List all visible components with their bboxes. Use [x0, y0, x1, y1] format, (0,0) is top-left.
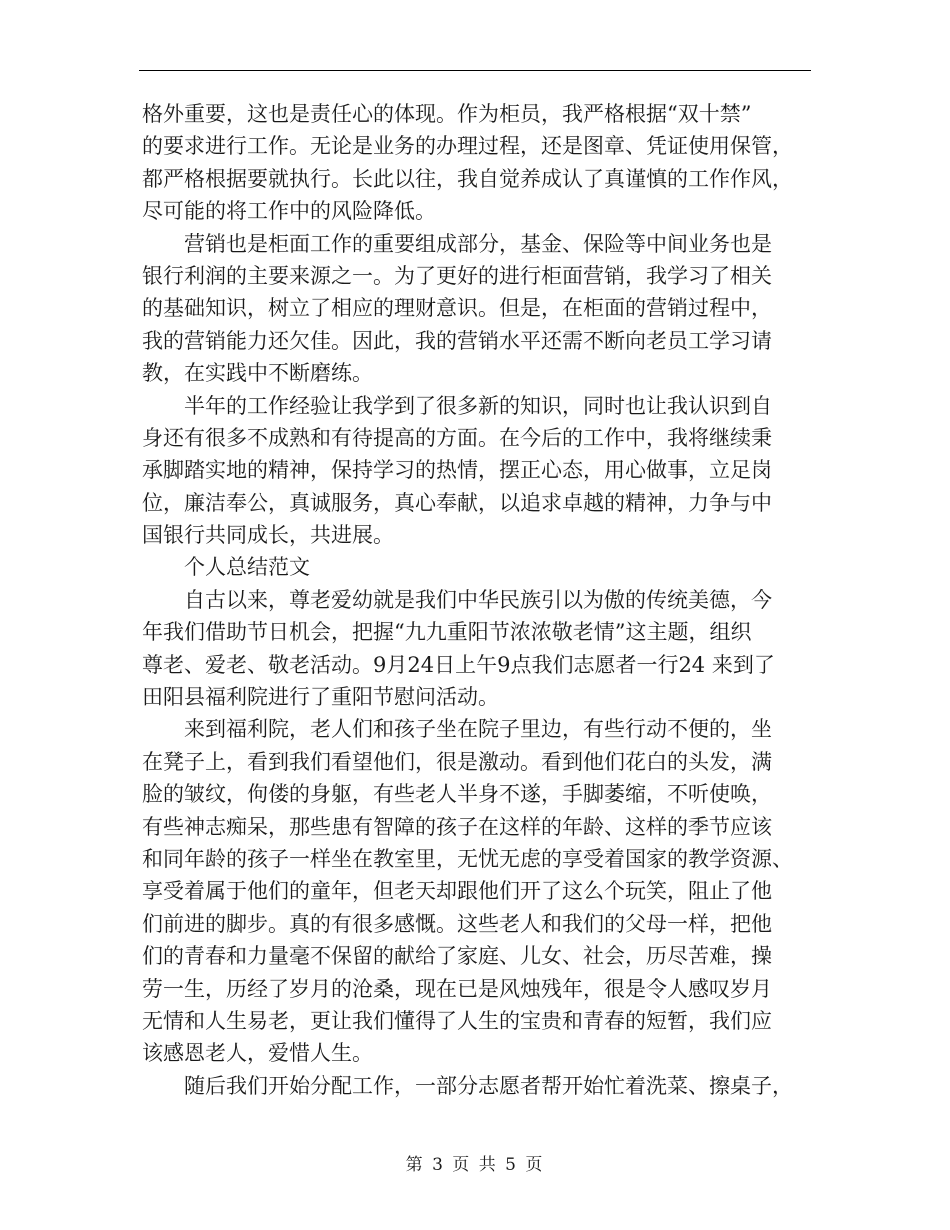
text-line: 自古以来，尊老爱幼就是我们中华民族引以为傲的传统美德，今 — [184, 587, 772, 612]
text-line: 银行利润的主要来源之一。为了更好的进行柜面营销，我学习了相关 — [142, 263, 772, 288]
text-line: 们的青春和力量毫不保留的献给了家庭、儿女、社会，历尽苦难，操 — [142, 944, 772, 969]
text-line: 格外重要，这也是责任心的体现。作为柜员，我严格根据“双十禁” — [142, 102, 752, 126]
text-line: 半年的工作经验让我学到了很多新的知识，同时也让我认识到自 — [184, 393, 772, 418]
text-line: 享受着属于他们的童年，但老天却跟他们开了这么个玩笑，阻止了他 — [142, 879, 772, 904]
text-line: 教，在实践中不断磨练。 — [142, 361, 373, 386]
text-line: 位，廉洁奉公，真诚服务，真心奉献，以追求卓越的精神，力争与中 — [142, 490, 772, 515]
text-line: 脸的皱纹，佝偻的身躯，有些老人半身不遂，手脚萎缩，不听使唤， — [142, 782, 772, 807]
document-body — [142, 98, 810, 1102]
text-line: 的基础知识，树立了相应的理财意识。但是，在柜面的营销过程中， — [142, 296, 772, 321]
text-line: 尽可能的将工作中的风险降低。 — [142, 199, 436, 224]
text-line: 们前进的脚步。真的有很多感慨。这些老人和我们的父母一样，把他 — [142, 911, 772, 936]
text-line: 劳一生，历经了岁月的沧桑，现在已是风烛残年，很是令人感叹岁月 — [142, 976, 772, 1001]
text-line: 和同年龄的孩子一样坐在教室里，无忧无虑的享受着国家的教学资源、 — [142, 846, 793, 871]
text-line: 无情和人生易老，更让我们懂得了人生的宝贵和青春的短暂，我们应 — [142, 1008, 772, 1033]
text-line: 随后我们开始分配工作，一部分志愿者帮开始忙着洗菜、擦桌子， — [184, 1073, 793, 1098]
text-line: 来到福利院，老人们和孩子坐在院子里边，有些行动不便的，坐 — [184, 717, 772, 742]
text-line: 营销也是柜面工作的重要组成部分，基金、保险等中间业务也是 — [184, 231, 772, 256]
text-line: 国银行共同成长，共进展。 — [142, 523, 394, 548]
page-number: 第 3 页 共 5 页 — [405, 1155, 545, 1175]
text-line: 都严格根据要就执行。长此以往，我自觉养成认了真谨慎的工作作风， — [142, 166, 793, 191]
text-line: 有些神志痴呆，那些患有智障的孩子在这样的年龄、这样的季节应该 — [142, 814, 772, 839]
text-line: 我的营销能力还欠佳。因此，我的营销水平还需不断向老员工学习请 — [142, 328, 772, 353]
header-rule — [139, 70, 811, 71]
text-line: 个人总结范文 — [184, 555, 310, 580]
text-line: 承脚踏实地的精神，保持学习的热情，摆正心态，用心做事，立足岗 — [142, 458, 772, 483]
text-line: 身还有很多不成熟和有待提高的方面。在今后的工作中，我将继续秉 — [142, 425, 772, 450]
text-line: 田阳县福利院进行了重阳节慰问活动。 — [142, 685, 499, 710]
text-line: 该感恩老人，爱惜人生。 — [142, 1041, 373, 1066]
text-line: 的要求进行工作。无论是业务的办理过程，还是图章、凭证使用保管， — [142, 134, 793, 159]
text-line: 尊老、爱老、敬老活动。9月24日上午9点我们志愿者一行24 来到了 — [142, 652, 775, 677]
text-line: 年我们借助节日机会，把握“九九重阳节浓浓敬老情”这主题，组织 — [142, 620, 752, 645]
text-line: 在凳子上，看到我们看望他们，很是激动。看到他们花白的头发，满 — [142, 749, 772, 774]
